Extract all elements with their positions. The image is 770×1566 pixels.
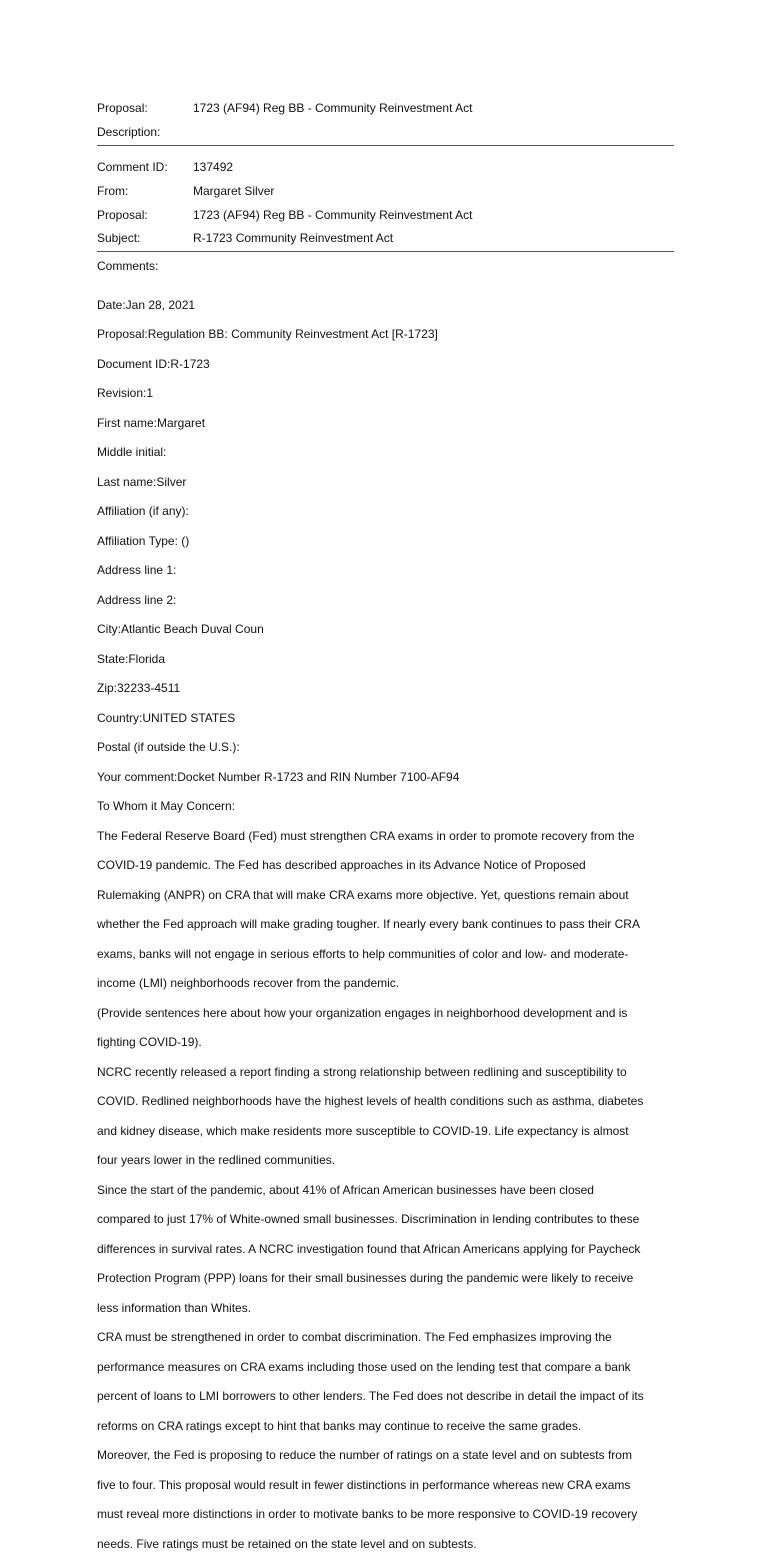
comment-line: less information than Whites. [97,1300,252,1315]
comment-line: Address line 1: [97,563,177,578]
top-divider [97,145,674,146]
meta-proposal-label: Proposal: [97,208,148,222]
comment-body [97,283,677,1566]
comment-line: Protection Program (PPP) loans for their small businesses during the pandemic were likely to receive [97,1271,634,1286]
comment-line: Rulemaking (ANPR) on CRA that will make CRA exams more objective. Yet, questions remain about [97,887,629,902]
subject-value: R-1723 Community Reinvestment Act [193,231,394,245]
comment-line: Date:Jan 28, 2021 [97,297,196,312]
description-label: Description: [97,125,161,139]
comment-id-value: 137492 [193,160,234,174]
comment-line: performance measures on CRA exams including those used on the lending test that compare a bank [97,1359,631,1374]
comment-line: The Federal Reserve Board (Fed) must strengthen CRA exams in order to promote recovery from the [97,828,635,843]
subject-row [97,231,393,245]
comment-line: Document ID:R-1723 [97,356,210,371]
comment-line: (Provide sentences here about how your organization engages in neighborhood development and is [97,1005,628,1020]
header-proposal-row [97,101,472,115]
comment-line: Country:UNITED STATES [97,710,236,725]
from-label: From: [97,184,129,198]
comment-line: To Whom it May Concern: [97,799,236,814]
comment-line: Revision:1 [97,386,154,401]
comment-line: Affiliation (if any): [97,504,189,519]
comment-line: COVID. Redlined neighborhoods have the highest levels of health conditions such as asthma, diabetes [97,1094,644,1109]
comment-line: exams, banks will not engage in serious efforts to help communities of color and low- and moderate- [97,946,629,961]
comment-line: percent of loans to LMI borrowers to other lenders. The Fed does not describe in detail the impact of its [97,1389,644,1404]
header-proposal-value: 1723 (AF94) Reg BB - Community Reinvestment Act [193,101,473,115]
comment-line: Last name:Silver [97,474,187,489]
comments-label: Comments: [97,259,159,273]
comment-id-row [97,160,233,174]
comment-line: income (LMI) neighborhoods recover from the pandemic. [97,976,400,991]
comment-line: NCRC recently released a report finding a strong relationship between redlining and susceptibility to [97,1064,627,1079]
comment-line: five to four. This proposal would result in fewer distinctions in performance whereas new CRA exams [97,1477,631,1492]
meta-proposal-row [97,208,472,222]
subject-label: Subject: [97,231,141,245]
comment-line: compared to just 17% of White-owned small businesses. Discrimination in lending contributes to these [97,1212,640,1227]
comment-line: and kidney disease, which make residents more susceptible to COVID-19. Life expectancy is almost [97,1123,629,1138]
comment-line: Affiliation Type: () [97,533,190,548]
from-row [97,184,274,198]
comment-line: Since the start of the pandemic, about 41% of African American businesses have been closed [97,1182,594,1197]
comment-line: Middle initial: [97,445,167,460]
meta-proposal-value: 1723 (AF94) Reg BB - Community Reinvestment Act [193,208,473,222]
bottom-divider [97,251,674,252]
comment-line: Proposal:Regulation BB: Community Reinvestment Act [R-1723] [97,327,438,342]
comment-line: Zip:32233-4511 [97,681,181,696]
comment-line: Moreover, the Fed is proposing to reduce the number of ratings on a state level and on subtests from [97,1448,632,1463]
comment-line: COVID-19 pandemic. The Fed has described approaches in its Advance Notice of Proposed [97,858,586,873]
description-row [97,125,193,139]
comment-line: reforms on CRA ratings except to hint that banks may continue to receive the same grades. [97,1418,582,1433]
comment-line: differences in survival rates. A NCRC investigation found that African Americans applying for Paycheck [97,1241,641,1256]
comment-line: whether the Fed approach will make grading tougher. If nearly every bank continues to pass their CRA [97,917,640,932]
comment-line: must reveal more distinctions in order to motivate banks to be more responsive to COVID-19 recovery [97,1507,638,1522]
from-value: Margaret Silver [193,184,275,198]
comment-line: Address line 2: [97,592,177,607]
comment-line: Your comment:Docket Number R-1723 and RIN Number 7100-AF94 [97,769,460,784]
header-proposal-label: Proposal: [97,101,148,115]
comment-line: CRA must be strengthened in order to combat discrimination. The Fed emphasizes improving the [97,1330,612,1345]
comment-line: First name:Margaret [97,415,206,430]
comment-id-label: Comment ID: [97,160,168,174]
comment-line: four years lower in the redlined communities. [97,1153,336,1168]
comment-line: Postal (if outside the U.S.): [97,740,240,755]
comment-line: needs. Five ratings must be retained on the state level and on subtests. [97,1536,477,1551]
comment-line: State:Florida [97,651,166,666]
comment-line: City:Atlantic Beach Duval Coun [97,622,264,637]
comment-line: fighting COVID-19). [97,1035,202,1050]
